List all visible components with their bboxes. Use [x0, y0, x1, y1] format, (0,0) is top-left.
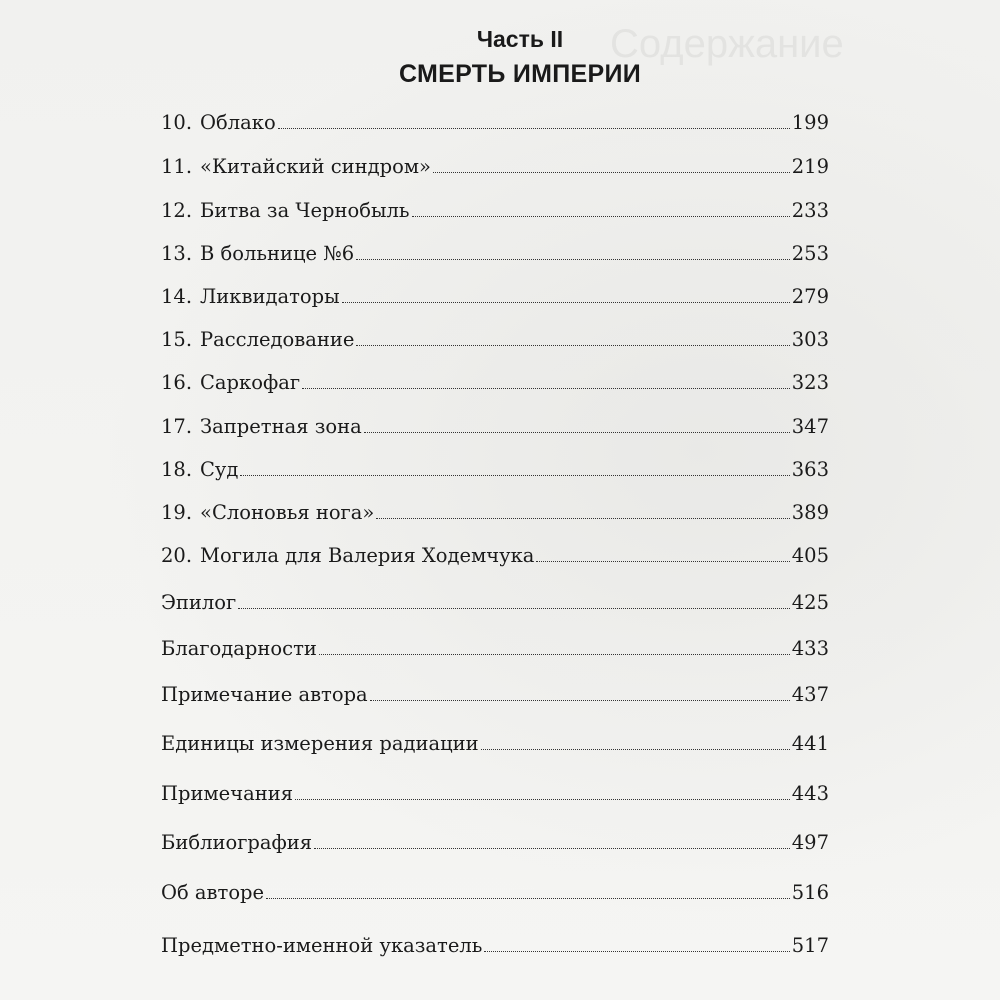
chapter-number: 16. — [161, 371, 193, 394]
page-number: 363 — [791, 458, 829, 481]
chapter-title: Саркофаг — [200, 371, 301, 394]
chapter-title: В больнице №6 — [200, 242, 355, 265]
section-heading: СМЕРТЬ ИМПЕРИИ — [398, 60, 641, 88]
toc-row — [161, 404, 829, 438]
page-number: 303 — [791, 328, 829, 351]
chapter-title: «Слоновья нога» — [200, 501, 375, 524]
toc-row — [161, 870, 829, 904]
toc-row — [161, 274, 829, 308]
dot-leader — [433, 172, 790, 173]
section-title: Об авторе — [161, 881, 265, 904]
page-number: 517 — [791, 934, 829, 957]
dot-leader — [238, 608, 790, 609]
toc-row — [161, 144, 829, 178]
page-number: 347 — [791, 415, 829, 438]
page-number: 516 — [791, 881, 829, 904]
page-number: 443 — [791, 782, 829, 805]
toc-row — [161, 317, 829, 351]
dot-leader — [364, 432, 790, 433]
chapter-title: Могила для Валерия Ходемчука — [200, 544, 535, 567]
chapter-title: Битва за Чернобыль — [200, 199, 410, 222]
dot-leader — [481, 749, 790, 750]
chapter-number: 15. — [161, 328, 193, 351]
dot-leader — [278, 128, 790, 129]
chapter-title: Суд — [200, 458, 239, 481]
page-number: 441 — [791, 732, 829, 755]
dot-leader — [342, 302, 790, 303]
dot-leader — [240, 475, 789, 476]
section-title: Благодарности — [161, 637, 317, 660]
toc-row — [161, 923, 829, 957]
chapter-title: Облако — [200, 111, 276, 134]
chapter-number: 18. — [161, 458, 193, 481]
section-title: Единицы измерения радиации — [161, 732, 479, 755]
dot-leader — [314, 848, 790, 849]
chapter-title: Расследование — [200, 328, 355, 351]
dot-leader — [376, 518, 789, 519]
page-number: 497 — [791, 831, 829, 854]
section-title: Предметно-именной указатель — [161, 934, 483, 957]
chapter-number: 12. — [161, 199, 193, 222]
dot-leader — [295, 799, 790, 800]
page-number: 199 — [791, 111, 829, 134]
toc-row — [161, 188, 829, 222]
page-number: 389 — [791, 501, 829, 524]
chapter-number: 19. — [161, 501, 193, 524]
toc-row — [161, 100, 829, 134]
section-title: Библиография — [161, 831, 313, 854]
toc-row — [161, 626, 829, 660]
section-title: Примечание автора — [161, 683, 368, 706]
dot-leader — [319, 654, 790, 655]
chapter-title: Запретная зона — [200, 415, 362, 438]
dot-leader — [356, 345, 789, 346]
chapter-number: 10. — [161, 111, 193, 134]
toc-row — [161, 580, 829, 614]
chapter-number: 13. — [161, 242, 193, 265]
part-heading: Часть II — [476, 26, 564, 52]
page-number: 233 — [791, 199, 829, 222]
page-number: 437 — [791, 683, 829, 706]
dot-leader — [412, 216, 790, 217]
dot-leader — [266, 898, 790, 899]
dot-leader — [302, 388, 790, 389]
chapter-number: 14. — [161, 285, 193, 308]
toc-row — [161, 672, 829, 706]
section-title: Примечания — [161, 782, 294, 805]
chapter-title: «Китайский синдром» — [200, 155, 431, 178]
chapter-title: Ликвидаторы — [200, 285, 340, 308]
toc-row — [161, 231, 829, 265]
section-title: Эпилог — [161, 591, 237, 614]
toc-row — [161, 820, 829, 854]
toc-row — [161, 490, 829, 524]
page-number: 219 — [791, 155, 829, 178]
chapter-number: 17. — [161, 415, 193, 438]
toc-row — [161, 771, 829, 805]
toc-row — [161, 533, 829, 567]
page-number: 433 — [791, 637, 829, 660]
dot-leader — [536, 561, 789, 562]
dot-leader — [356, 259, 790, 260]
chapter-number: 20. — [161, 544, 193, 567]
toc-row — [161, 360, 829, 394]
toc-row — [161, 447, 829, 481]
dot-leader — [484, 951, 789, 952]
page-number: 253 — [791, 242, 829, 265]
page-number: 323 — [791, 371, 829, 394]
page-number: 279 — [791, 285, 829, 308]
dot-leader — [370, 700, 790, 701]
toc-row — [161, 721, 829, 755]
page-number: 405 — [791, 544, 829, 567]
page-number: 425 — [791, 591, 829, 614]
chapter-number: 11. — [161, 155, 193, 178]
show-through-title: Содержание — [610, 22, 844, 66]
